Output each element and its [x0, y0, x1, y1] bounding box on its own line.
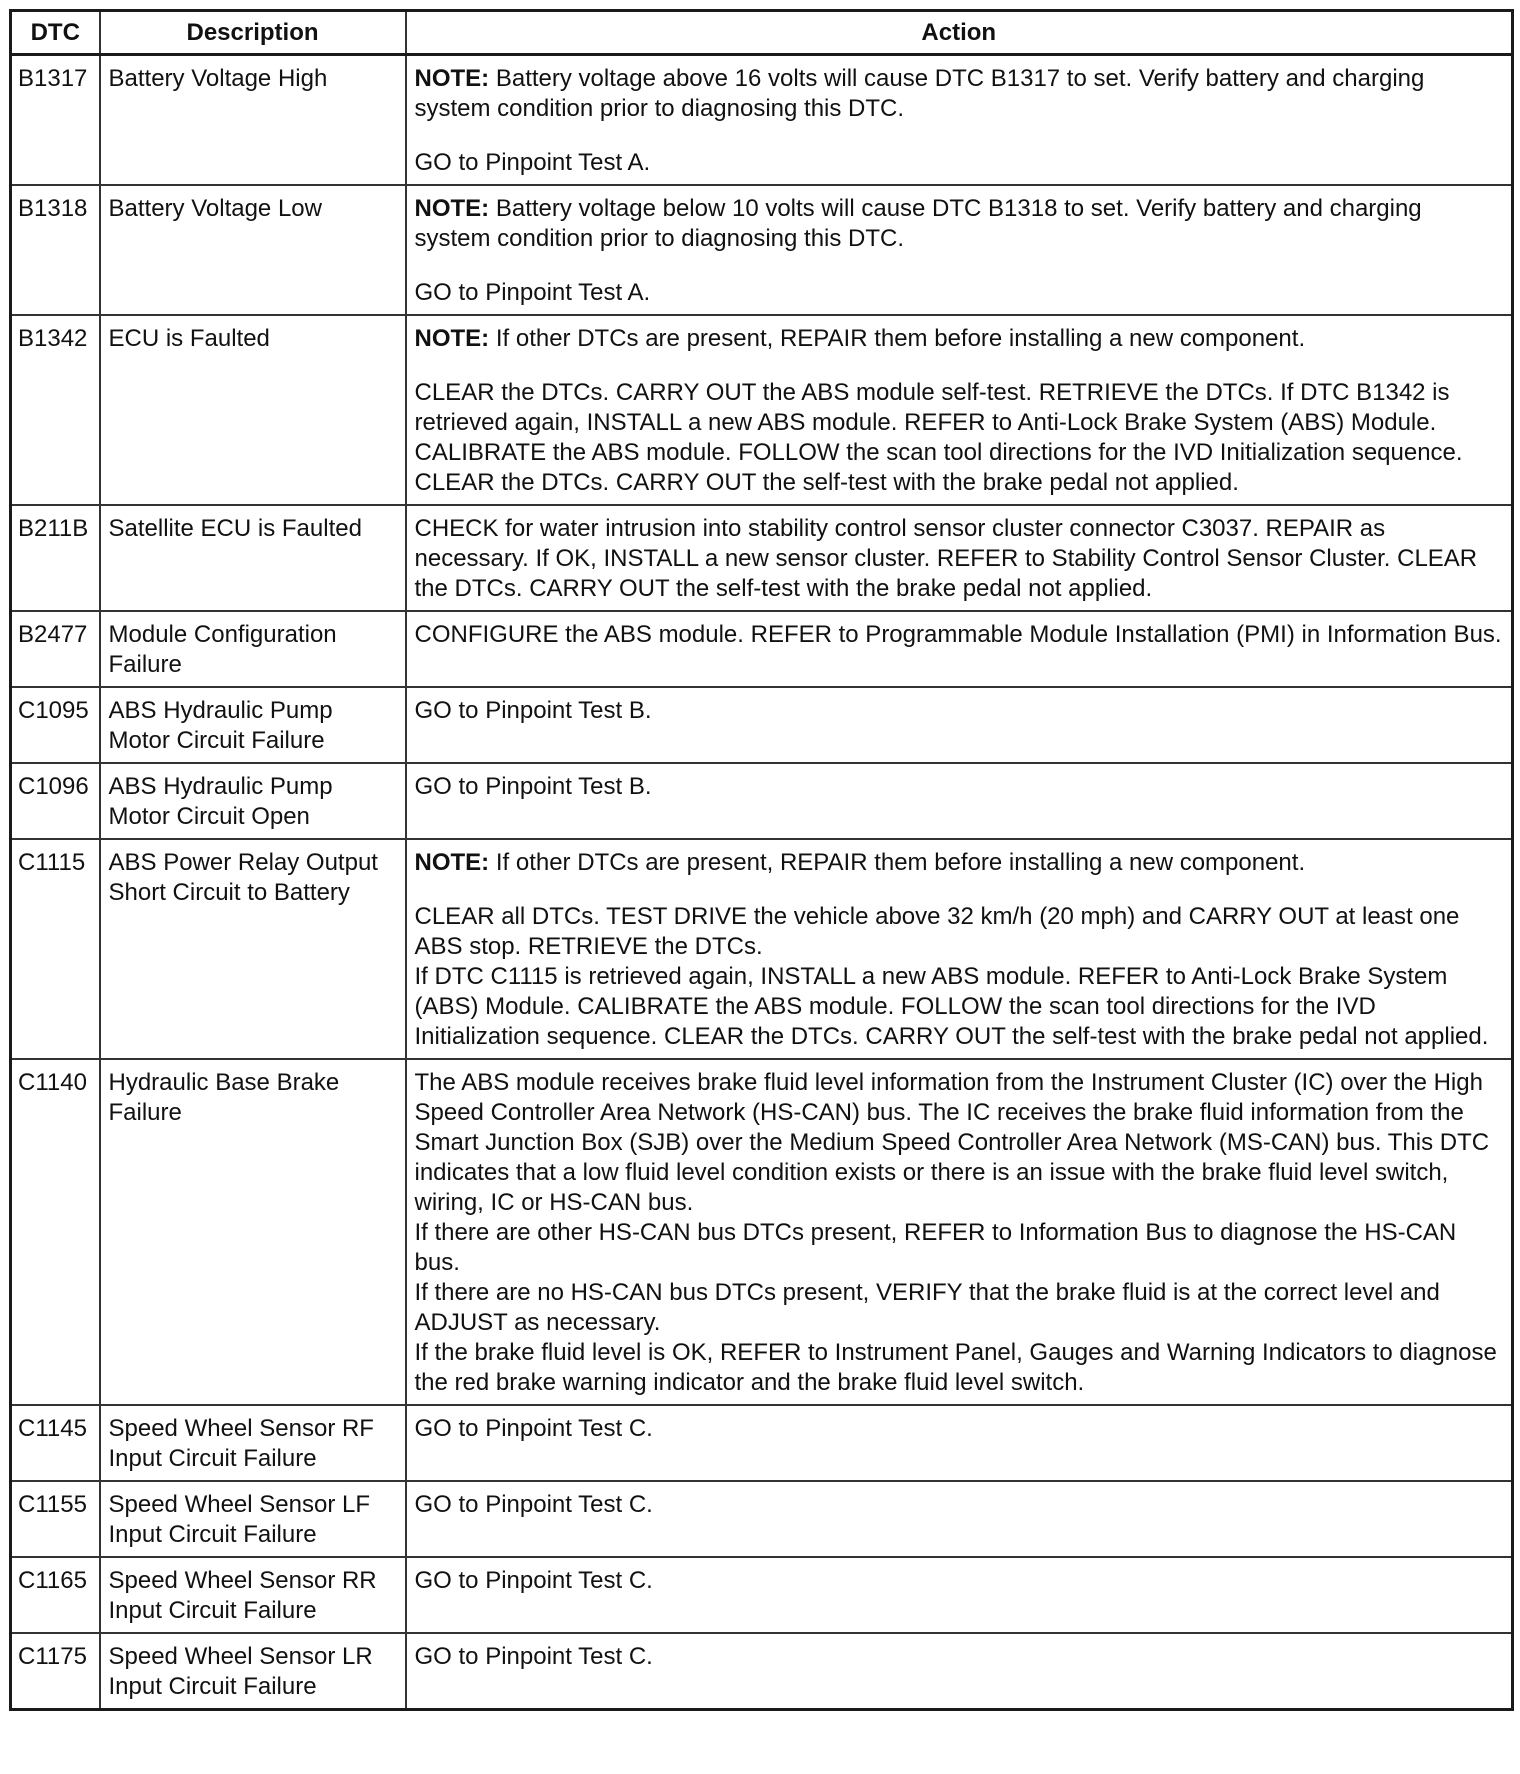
dtc-code: B1317 — [11, 55, 100, 186]
table-row — [11, 763, 1513, 839]
action-text: The ABS module receives brake fluid level information from the Instrument Cluster (IC) over the High Speed Controller Area Network (HS-CAN) bus. The IC receives the brake fluid information from the Smart Junction Box (SJB) over the Medium Speed Controller Area Network (MS-CAN) bus. This DTC indicates that a low fluid level condition exists or there is an issue with the brake fluid level switch, wiring, IC or HS-CAN bus. — [414, 1069, 1490, 1216]
table-row — [11, 611, 1513, 687]
dtc-code: B1342 — [11, 315, 100, 505]
table-row — [11, 505, 1513, 611]
dtc-code: C1155 — [11, 1481, 100, 1557]
dtc-action — [406, 1405, 1513, 1481]
dtc-action — [406, 839, 1513, 1059]
dtc-description: ABS Power Relay Output Short Circuit to Battery — [100, 839, 406, 1059]
note-label: NOTE: — [414, 65, 490, 92]
action-text: If other DTCs are present, REPAIR them before installing a new component. — [489, 849, 1306, 876]
dtc-code: C1115 — [11, 839, 100, 1059]
table-row — [11, 1557, 1513, 1633]
dtc-action — [406, 1481, 1513, 1557]
dtc-description: Module Configuration Failure — [100, 611, 406, 687]
dtc-description: Hydraulic Base Brake Failure — [100, 1059, 406, 1405]
dtc-code: B2477 — [11, 611, 100, 687]
dtc-description: Speed Wheel Sensor RR Input Circuit Failure — [100, 1557, 406, 1633]
action-text: GO to Pinpoint Test A. — [414, 279, 651, 306]
dtc-description: Speed Wheel Sensor RF Input Circuit Failure — [100, 1405, 406, 1481]
action-paragraph — [415, 1338, 1504, 1398]
table-row — [11, 687, 1513, 763]
header-action: Action — [406, 11, 1513, 55]
action-paragraph — [415, 1278, 1504, 1338]
dtc-description: ECU is Faulted — [100, 315, 406, 505]
table-row — [11, 839, 1513, 1059]
dtc-code: C1145 — [11, 1405, 100, 1481]
dtc-action — [406, 505, 1513, 611]
dtc-description: ABS Hydraulic Pump Motor Circuit Open — [100, 763, 406, 839]
table-row — [11, 1481, 1513, 1557]
action-paragraph — [415, 1490, 1504, 1520]
table-row — [11, 185, 1513, 315]
table-row — [11, 1633, 1513, 1710]
action-paragraph — [415, 1068, 1504, 1218]
action-paragraph — [415, 696, 1504, 726]
header-description: Description — [100, 11, 406, 55]
action-paragraph — [415, 514, 1504, 604]
table-row — [11, 1059, 1513, 1405]
dtc-code: C1140 — [11, 1059, 100, 1405]
action-text: If there are no HS-CAN bus DTCs present, VERIFY that the brake fluid is at the correct level and ADJUST as necessary. — [414, 1279, 1440, 1336]
dtc-action — [406, 1059, 1513, 1405]
action-text: If there are other HS-CAN bus DTCs present, REFER to Information Bus to diagnose the HS-CAN bus. — [414, 1219, 1457, 1276]
table-row — [11, 1405, 1513, 1481]
action-paragraph — [415, 194, 1504, 254]
dtc-code: B1318 — [11, 185, 100, 315]
dtc-table — [9, 9, 1514, 1711]
note-label: NOTE: — [414, 195, 490, 222]
action-text: GO to Pinpoint Test B. — [414, 773, 652, 800]
dtc-action — [406, 55, 1513, 186]
dtc-action — [406, 185, 1513, 315]
dtc-action — [406, 687, 1513, 763]
action-paragraph — [415, 1566, 1504, 1596]
note-label: NOTE: — [414, 325, 490, 352]
action-text: Battery voltage above 16 volts will cause DTC B1317 to set. Verify battery and charging system condition prior to diagnosing this DTC. — [414, 65, 1425, 122]
action-paragraph — [415, 772, 1504, 802]
action-text: If other DTCs are present, REPAIR them before installing a new component. — [489, 325, 1306, 352]
dtc-description: Battery Voltage Low — [100, 185, 406, 315]
action-paragraph — [415, 1218, 1504, 1278]
dtc-code: C1165 — [11, 1557, 100, 1633]
action-text: GO to Pinpoint Test A. — [414, 149, 651, 176]
action-text: GO to Pinpoint Test C. — [414, 1415, 653, 1442]
action-text: GO to Pinpoint Test C. — [414, 1491, 653, 1518]
dtc-action — [406, 1633, 1513, 1710]
action-text: CLEAR all DTCs. TEST DRIVE the vehicle above 32 km/h (20 mph) and CARRY OUT at least one ABS stop. RETRIEVE the DTCs. — [414, 903, 1460, 960]
header-row — [11, 11, 1513, 55]
dtc-action — [406, 763, 1513, 839]
dtc-action — [406, 1557, 1513, 1633]
note-label: NOTE: — [414, 849, 490, 876]
action-paragraph — [415, 902, 1504, 962]
action-text: CONFIGURE the ABS module. REFER to Programmable Module Installation (PMI) in Information Bus. — [414, 621, 1502, 648]
action-text: GO to Pinpoint Test B. — [414, 697, 652, 724]
table-header — [11, 11, 1513, 55]
action-text: CHECK for water intrusion into stability control sensor cluster connector C3037. REPAIR as necessary. If OK, INSTALL a new sensor cluster. REFER to Stability Control Sensor Cluster. CLEAR the DTCs. CARRY OUT the self-test with the brake pedal not applied. — [414, 515, 1478, 602]
dtc-description: Battery Voltage High — [100, 55, 406, 186]
action-text: GO to Pinpoint Test C. — [414, 1567, 653, 1594]
action-paragraph — [415, 1642, 1504, 1672]
table-row — [11, 55, 1513, 186]
action-text: GO to Pinpoint Test C. — [414, 1643, 653, 1670]
action-text: If the brake fluid level is OK, REFER to Instrument Panel, Gauges and Warning Indicators to diagnose the red brake warning indicator and the brake fluid level switch. — [414, 1339, 1497, 1396]
action-paragraph — [415, 148, 1504, 178]
dtc-description: Satellite ECU is Faulted — [100, 505, 406, 611]
action-text: CLEAR the DTCs. CARRY OUT the ABS module self-test. RETRIEVE the DTCs. If DTC B1342 is retrieved again, INSTALL a new ABS module. REFER to Anti-Lock Brake System (ABS) Module. CALIBRATE the ABS module. FOLLOW the scan tool directions for the IVD Initialization sequence. CLEAR the DTCs. CARRY OUT the self-test with the brake pedal not applied. — [414, 379, 1463, 496]
action-paragraph — [415, 620, 1504, 650]
dtc-description: ABS Hydraulic Pump Motor Circuit Failure — [100, 687, 406, 763]
table-row — [11, 315, 1513, 505]
action-text: Battery voltage below 10 volts will cause DTC B1318 to set. Verify battery and charging system condition prior to diagnosing this DTC. — [414, 195, 1422, 252]
dtc-code: B211B — [11, 505, 100, 611]
table-body — [11, 55, 1513, 1710]
dtc-code: C1095 — [11, 687, 100, 763]
action-paragraph — [415, 278, 1504, 308]
action-paragraph — [415, 378, 1504, 498]
dtc-description: Speed Wheel Sensor LF Input Circuit Failure — [100, 1481, 406, 1557]
action-paragraph — [415, 962, 1504, 1052]
action-paragraph — [415, 64, 1504, 124]
dtc-code: C1096 — [11, 763, 100, 839]
dtc-action — [406, 611, 1513, 687]
action-paragraph — [415, 848, 1504, 878]
header-dtc: DTC — [11, 11, 100, 55]
dtc-code: C1175 — [11, 1633, 100, 1710]
action-paragraph — [415, 324, 1504, 354]
dtc-action — [406, 315, 1513, 505]
dtc-description: Speed Wheel Sensor LR Input Circuit Failure — [100, 1633, 406, 1710]
action-text: If DTC C1115 is retrieved again, INSTALL a new ABS module. REFER to Anti-Lock Brake System (ABS) Module. CALIBRATE the ABS module. FOLLOW the scan tool directions for the IVD Initialization sequence. CLEAR the DTCs. CARRY OUT the self-test with the brake pedal not applied. — [414, 963, 1489, 1050]
action-paragraph — [415, 1414, 1504, 1444]
